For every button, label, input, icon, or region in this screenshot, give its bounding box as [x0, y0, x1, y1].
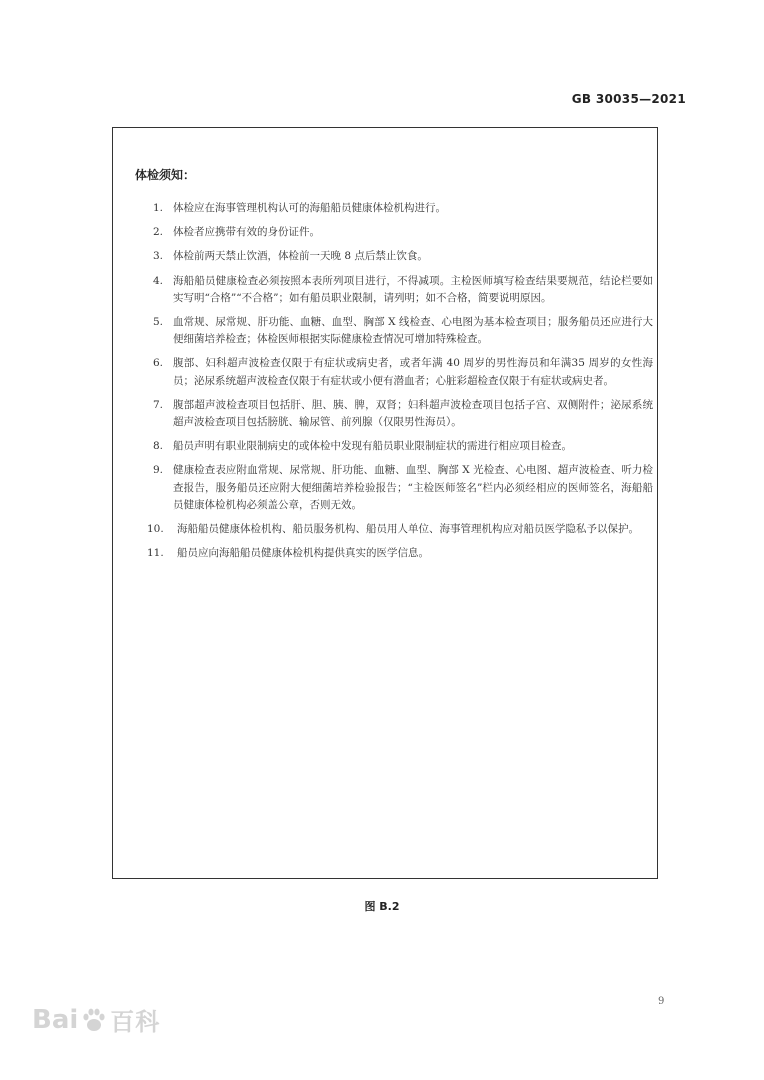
item-text: 腹部超声波检查项目包括肝、胆、胰、脾，双肾；妇科超声波检查项目包括子宫、双侧附件；泌尿系统超声波检查项目包括膀胱、输尿管、前列腺（仅限男性海员）。: [173, 398, 653, 429]
paw-icon: [80, 1006, 108, 1034]
item-text: 船员应向海船船员健康体检机构提供真实的医学信息。: [177, 547, 429, 560]
list-item: [153, 397, 653, 431]
list-item: [147, 545, 653, 562]
list-item: [153, 462, 653, 514]
list-item: [153, 248, 653, 265]
notice-list: [147, 200, 653, 569]
watermark-latin: Bai: [32, 1004, 79, 1035]
notice-title: 体检须知：: [135, 168, 196, 182]
item-text: 海船船员健康体检机构、船员服务机构、船员用人单位、海事管理机构应对船员医学隐私予以保护。: [177, 523, 639, 536]
item-text: 体检者应携带有效的身份证件。: [173, 226, 320, 239]
item-number: 5.: [153, 316, 164, 329]
item-number: 4.: [153, 274, 164, 287]
item-number: 2.: [153, 226, 164, 239]
list-item: [153, 224, 653, 241]
item-number: 3.: [153, 250, 164, 263]
baidu-baike-watermark: [32, 1002, 160, 1037]
list-item: [153, 273, 653, 307]
item-text: 船员声明有职业限制病史的或体检中发现有船员职业限制症状的需进行相应项目检查。: [173, 440, 572, 453]
list-item: [153, 314, 653, 348]
list-item: [153, 438, 653, 455]
item-number: 1.: [153, 202, 164, 214]
figure-caption: 图 B.2: [364, 900, 400, 913]
watermark-chinese: 百科: [110, 1008, 161, 1036]
item-text: 体检应在海事管理机构认可的海船船员健康体检机构进行。: [173, 202, 446, 214]
item-text: 腹部、妇科超声波检查仅限于有症状或病史者，或者年满 40 周岁的男性海员和年满35 周岁的女性海员；泌尿系统超声波检查仅限于有症状或小便有潜血者；心脏彩超检查仅限于有症状或病史者。: [173, 357, 653, 387]
item-text: 血常规、尿常规、肝功能、血糖、血型、胸部 X 线检查、心电图为基本检查项目；服务船员还应进行大便细菌培养检查；体检医师根据实际健康检查情况可增加特殊检查。: [173, 316, 653, 346]
list-item: [153, 355, 653, 389]
standard-code: GB 30035—2021: [571, 92, 686, 106]
item-text: 海船船员健康检查必须按照本表所列项目进行，不得减项。主检医师填写检查结果要规范，结论栏要如实写明“合格”“不合格”；如有船员职业限制，请列明；如不合格，简要说明原因。: [173, 274, 653, 304]
page-number: 9: [658, 996, 665, 1007]
list-item: [147, 521, 653, 538]
list-item: [153, 200, 653, 217]
item-number: 8.: [153, 440, 164, 453]
item-text: 健康检查表应附血常规、尿常规、肝功能、血糖、血型、胸部 X 光检查、心电图、超声波检查、听力检查报告，服务船员还应附大便细菌培养检验报告；“主检医师签名”栏内必须经相应的医师签名，海船船员健康体检机构必须盖公章，否则无效。: [173, 464, 653, 511]
item-number: 11.: [147, 547, 164, 560]
item-number: 6.: [153, 357, 164, 370]
item-number: 9.: [153, 464, 164, 477]
item-text: 体检前两天禁止饮酒，体检前一天晚 8 点后禁止饮食。: [173, 250, 428, 263]
notice-frame: [112, 127, 658, 879]
item-number: 7.: [153, 398, 164, 411]
item-number: 10.: [147, 523, 164, 536]
